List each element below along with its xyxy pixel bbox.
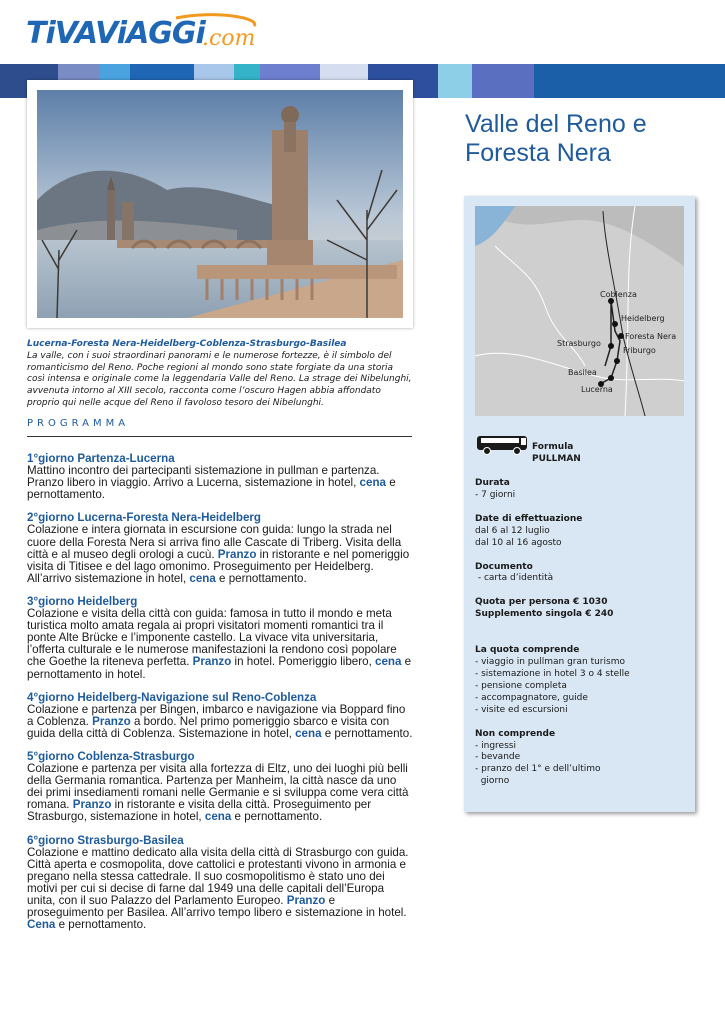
meal-highlight: cena — [204, 810, 232, 824]
meal-highlight: Pranzo — [72, 798, 112, 812]
title-line-1: Valle del Reno e — [465, 110, 647, 138]
meal-highlight: Pranzo — [192, 655, 232, 669]
day-title: 2°giorno Lucerna-Foresta Nera-Heidelberg — [27, 511, 261, 525]
map-label-friburgo: Friburgo — [623, 346, 656, 355]
date-2: dal 10 al 16 agosto — [475, 537, 562, 548]
meal-highlight: cena — [359, 476, 386, 490]
day-block — [27, 835, 413, 932]
day-text-part: in ristorante e visita della città. Proseguimento per Strasburgo, sistemazione in hotel, — [27, 798, 372, 824]
itinerary — [27, 453, 413, 942]
comprende-item: - accompagnatore, guide — [475, 692, 588, 703]
day-text — [27, 465, 413, 501]
day-text-part: e pernottamento. — [215, 571, 307, 585]
meal-highlight: Pranzo — [217, 547, 257, 561]
meal-highlight: cena — [295, 726, 322, 740]
color-bar-segment — [438, 64, 472, 98]
day-text-part: e pernottamento. — [231, 810, 323, 824]
day-text-part: e pernottamento in hotel. — [27, 655, 412, 681]
heidelberg-photo — [37, 90, 403, 318]
documento-value: - carta d’identità — [475, 573, 554, 584]
map-label-lucerna: Lucerna — [581, 385, 613, 394]
day-text — [27, 608, 413, 681]
color-bar-segment — [534, 64, 725, 98]
map-label-foresta-nera: Foresta Nera — [625, 332, 677, 341]
day-text-part: e pernottamento. — [27, 476, 396, 502]
durata-value: - 7 giorni — [475, 489, 516, 500]
comprende-heading: La quota comprende — [475, 645, 580, 656]
day-text-part: a bordo. Nel primo pomeriggio sbarco e visita con guida della città di Coblenza. Sistemazione in hotel, — [27, 714, 390, 740]
documento-heading: Documento — [475, 561, 533, 572]
comprende-item: - viaggio in pullman gran turismo — [475, 657, 625, 668]
day-block — [27, 751, 413, 824]
map-label-coblenza: Coblenza — [600, 290, 637, 299]
route-map — [475, 206, 684, 416]
route-map-graphic — [475, 206, 684, 416]
comprende-item: - visite ed escursioni — [475, 704, 568, 715]
day-block — [27, 596, 413, 681]
day-title: 6°giorno Strasburgo-Basilea — [27, 833, 184, 847]
non-comprende-item: - pranzo del 1° e dell’ultimo — [475, 764, 601, 775]
route-line: Lucerna-Foresta Nera-Heidelberg-Coblenza-Strasburgo-Basilea — [27, 339, 347, 349]
intro-text: La valle, con i suoi straordinari panorami e le numerose fortezze, è il simbolo del romanticismo del Reno. Poche regioni al mondo sono state forgiate da una storia così intensa e originale come la leggendaria Valle del Reno. La strage dei Nibelunghi, avvenuta intorno al XIII secolo, racconta come l’oscuro Hagen abbia affondato proprio qui nelle acque del Reno il favoloso tesoro dei Nibelunghi. — [27, 350, 412, 408]
day-title: 3°giorno Heidelberg — [27, 594, 138, 608]
date-heading: Date di effettuazione — [475, 513, 583, 524]
day-text-part: in ristorante e nel pomeriggio visita di Titisee e del lago omonimo. Proseguimento per Heidelberg. All’arrivo sistemazione in hotel, — [27, 547, 410, 585]
day-block — [27, 453, 413, 501]
day-text-part: in hotel. Pomeriggio libero, — [231, 655, 376, 669]
logo-text: TiVAViAGGi — [26, 16, 205, 51]
logo-suffix: .com — [202, 26, 256, 51]
non-comprende-heading: Non comprende — [475, 728, 556, 739]
day-text-part: Colazione e partenza per Bingen, imbarco e navigazione via Boppard fino a Coblenza. — [27, 702, 406, 728]
comprende-item: - pensione completa — [475, 680, 567, 691]
day-title: 1°giorno Partenza-Lucerna — [27, 452, 175, 465]
map-label-heidelberg: Heidelberg — [621, 314, 665, 323]
date-1: dal 6 al 12 luglio — [475, 525, 550, 536]
day-text-part: Mattino incontro dei partecipanti sistemazione in pullman e partenza. Pranzo libero in viaggio. Arrivo a Lucerna, sistemazione in hotel, — [27, 464, 380, 490]
meal-highlight: Pranzo — [286, 894, 326, 907]
day-block — [27, 512, 413, 585]
meal-highlight: cena — [189, 571, 216, 585]
title-line-2: Foresta Nera — [465, 139, 611, 167]
meal-highlight: Cena — [27, 918, 56, 932]
non-comprende-item: - bevande — [475, 752, 521, 763]
map-label-basilea: Basilea — [568, 368, 597, 377]
meal-highlight: Pranzo — [92, 714, 131, 728]
day-text-part: Colazione e intera giornata in escursione con guida: lungo la strada nel cuore della Foresta Nera si arriva fino alle Cascate di Triberg. Visita della città e al museo degli orologi a cucù. — [27, 523, 402, 561]
day-text-part: Colazione e mattino dedicato alla visita della città di Strasburgo con guida. Città aperta e cosmopolita, dove cattolici e protestanti vivono in armonia e pregano nella stessa cattedrale. Il suo cosmopolitismo è stato uno dei motivi per cui si decise di farne dal 1949 una delle capitali dell’Europa unita, con il suo Palazzo del Parlamento Europeo. — [27, 845, 409, 907]
durata-heading: Durata — [475, 478, 510, 488]
programma-heading: PROGRAMMA — [27, 418, 130, 429]
formula-label: Formula — [532, 442, 574, 452]
day-text — [27, 763, 413, 823]
day-text-part: Colazione e partenza per visita alla fortezza di Eltz, uno dei luoghi più belli della Germania romantica. Partenza per Manheim, la città nasce da uno dei primi insediamenti romani nelle Germanie e si sviluppa come vera città romana. — [27, 762, 409, 812]
brand-logo[interactable] — [26, 12, 266, 54]
day-text-part: e pernottamento. — [55, 918, 147, 932]
formula-value: PULLMAN — [532, 454, 581, 464]
map-label-strasburgo: Strasburgo — [557, 339, 601, 348]
day-text-part: e proseguimento per Basilea. All’arrivo tempo libero e sistemazione in hotel. — [27, 894, 407, 920]
page-title — [465, 110, 715, 168]
color-bar-segment — [472, 64, 534, 98]
non-comprende-item: giorno — [475, 776, 510, 787]
trip-details — [475, 478, 687, 788]
formula-block — [532, 441, 581, 465]
intro-block — [27, 339, 412, 410]
programma-divider — [27, 436, 412, 437]
day-title: 5°giorno Coblenza-Strasburgo — [27, 749, 195, 763]
meal-highlight: cena — [375, 655, 402, 669]
day-text — [27, 524, 413, 584]
day-block — [27, 692, 413, 740]
photo-frame — [27, 80, 413, 328]
day-text-part: e pernottamento. — [321, 726, 413, 740]
non-comprende-item: - ingressi — [475, 740, 516, 751]
bus-icon — [475, 434, 531, 456]
info-panel — [464, 196, 695, 812]
day-text — [27, 704, 413, 740]
supplemento-price: Supplemento singola € 240 — [475, 609, 614, 620]
day-title: 4°giorno Heidelberg-Navigazione sul Reno-Coblenza — [27, 690, 317, 704]
day-text — [27, 847, 413, 932]
comprende-item: - sistemazione in hotel 3 o 4 stelle — [475, 668, 630, 679]
quota-price: Quota per persona € 1030 — [475, 597, 608, 608]
day-text-part: Colazione e visita della città con guida: famosa in tutto il mondo e meta turistica molto amata regala ai propri visitatori momenti romantici tra il ponte Alte Brücke e l’imponente castello. La vivace vita universitaria, l’offerta culturale e le numerose manifestazioni la rendono così popolare che Goethe la riteneva perfetta. — [27, 607, 397, 669]
